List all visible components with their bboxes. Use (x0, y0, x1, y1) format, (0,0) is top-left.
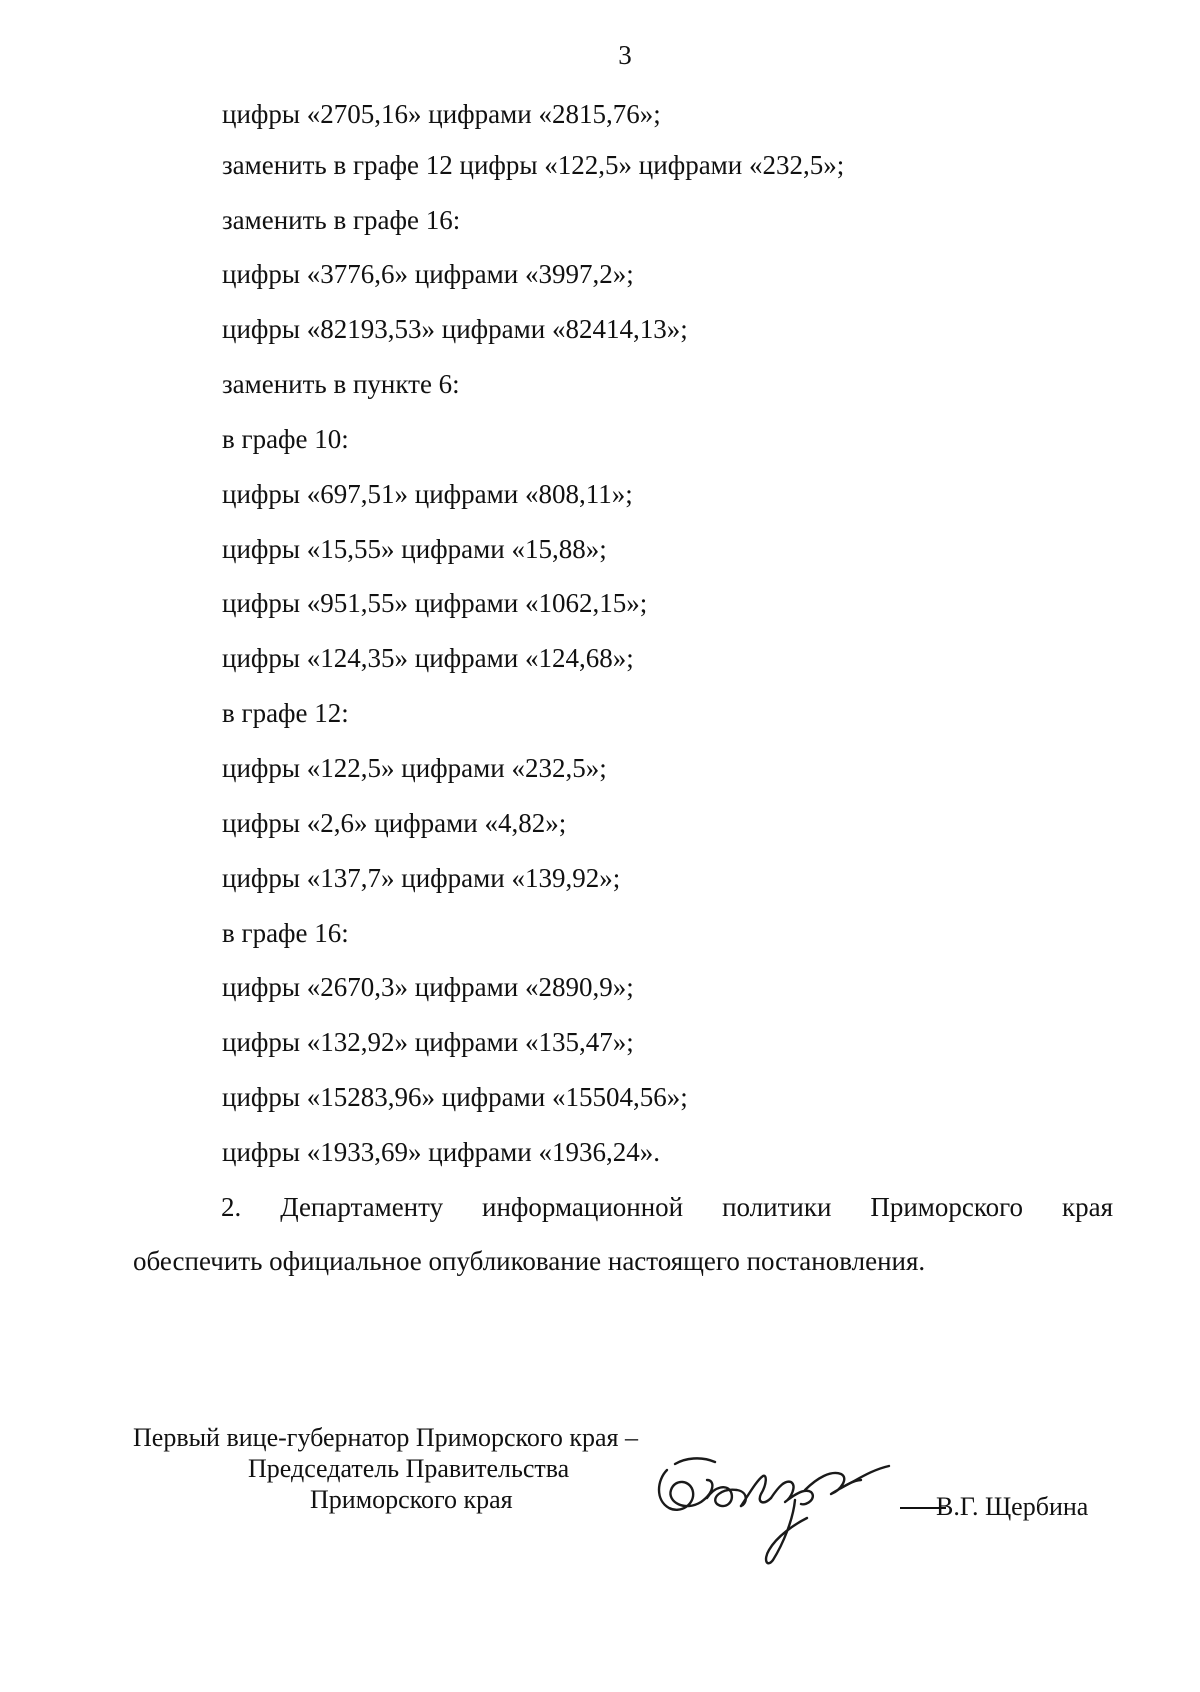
edit-line: цифры «124,35» цифрами «124,68»; (222, 643, 634, 673)
edit-line: в графе 12: (222, 698, 349, 728)
paragraph-2-first-line: 2. Департаменту информационной политики Приморского края (221, 1192, 1113, 1222)
signer-name-block (900, 1492, 1088, 1522)
signer-title-block (133, 1422, 733, 1515)
signer-title-line-2: Председатель Правительства (248, 1454, 570, 1483)
edit-line: заменить в графе 16: (222, 205, 461, 235)
edit-line: цифры «2705,16» цифрами «2815,76»; (222, 99, 661, 129)
edit-line: в графе 16: (222, 918, 349, 948)
edit-line: цифры «951,55» цифрами «1062,15»; (222, 588, 648, 618)
edit-line: цифры «15283,96» цифрами «15504,56»; (222, 1082, 688, 1112)
page-number: 3 (618, 40, 632, 70)
edit-line: цифры «697,51» цифрами «808,11»; (222, 479, 633, 509)
signer-title-line-1: Первый вице-губернатор Приморского края – (133, 1423, 638, 1452)
paragraph-2-continuation: обеспечить официальное опубликование настоящего постановления. (133, 1246, 926, 1276)
edit-line: цифры «3776,6» цифрами «3997,2»; (222, 259, 634, 289)
paragraph-2 (133, 1191, 1113, 1277)
edit-line: цифры «82193,53» цифрами «82414,13»; (222, 314, 688, 344)
edit-line: цифры «122,5» цифрами «232,5»; (222, 753, 607, 783)
edit-line: заменить в графе 12 цифры «122,5» цифрами «232,5»; (222, 150, 845, 180)
edit-line: цифры «2670,3» цифрами «2890,9»; (222, 972, 634, 1002)
edit-line: заменить в пункте 6: (222, 369, 460, 399)
edit-line: цифры «132,92» цифрами «135,47»; (222, 1027, 634, 1057)
handwritten-signature (645, 1440, 905, 1570)
edit-line: цифры «1933,69» цифрами «1936,24». (222, 1137, 660, 1167)
edit-line: цифры «15,55» цифрами «15,88»; (222, 534, 607, 564)
edit-line: цифры «2,6» цифрами «4,82»; (222, 808, 567, 838)
signer-name: В.Г. Щербина (936, 1492, 1089, 1521)
edit-line: цифры «137,7» цифрами «139,92»; (222, 863, 621, 893)
edit-line: в графе 10: (222, 424, 349, 454)
signer-title-line-3: Приморского края (310, 1485, 513, 1514)
